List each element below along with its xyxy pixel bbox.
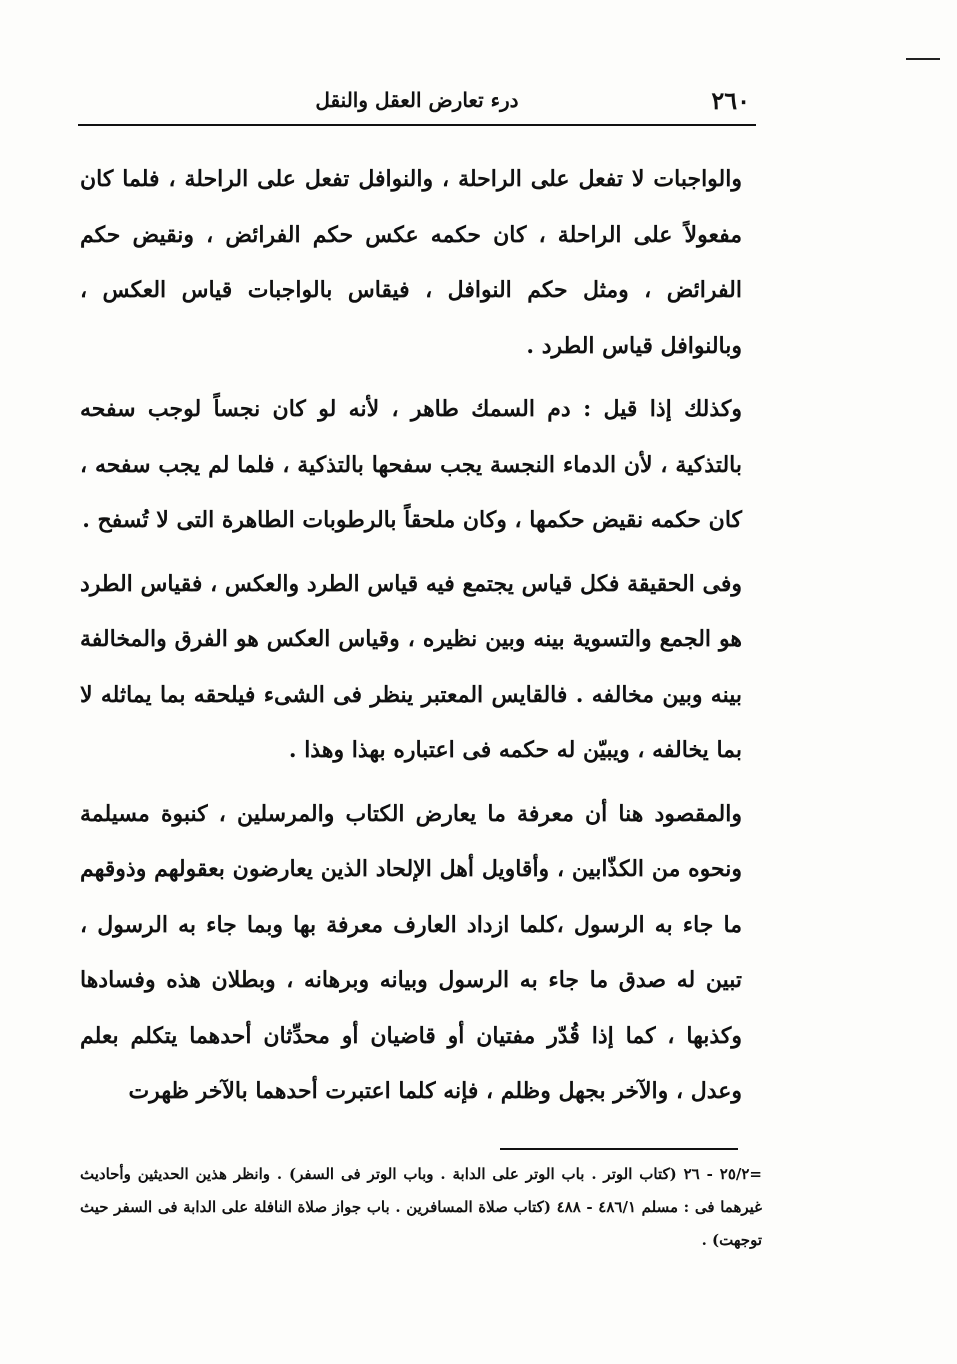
running-title: درء تعارض العقل والنقل xyxy=(315,88,519,112)
paragraph: وفى الحقيقة فكل قياس يجتمع فيه قياس الطرد والعكس ، فقياس الطرد هو الجمع والتسوية بينه وبين نظيره ، وقياس العكس هو الفرق والمخالفة بينه وبين مخالفه . فالقايس المعتبر ينظر فى الشىء فيلحقه بما يماثله لا بما يخالفه ، ويبيّن له حكمه فى اعتباره بهذا وهذا . xyxy=(80,570,742,763)
paragraph: والمقصود هنا أن معرفة ما يعارض الكتاب والمرسلين ، كنبوة مسيلمة ونحوه من الكذّابين ، وأقاويل أهل الإلحاد الذين يعارضون بعقولهم وذوقهم ما جاء به الرسول ،كلما ازداد العارف معرفة بها وبما جاء به الرسول ، تبين له صدق ما جاء به الرسول وبيانه وبرهانه ، وبطلان هذه وفسادها وكذبها ، كما إذا قُدّر مفتيان أو قاضيان أو محدِّثان أحدهما يتكلم بعلم وعدل ، والآخر بجهل وظلم ، فإنه كلما اعتبرت أحدهما بالآخر ظهرت xyxy=(80,800,742,1104)
main-text xyxy=(80,152,742,1128)
page-header xyxy=(78,82,756,124)
footnote-text: ٢٥/٢ - ٢٦ (كتاب الوتر . باب الوتر على الدابة . وباب الوتر فى السفر) . وانظر هذين الحديثين وأحاديث غيرهما فى : مسلم ٤٨٦/١ - ٤٨٨ (كتاب صلاة المسافرين . باب جواز صلاة النافلة على الدابة فى السفر حيث توجهت) . xyxy=(80,1165,763,1249)
footnotes xyxy=(80,1158,762,1257)
footnote-marker: = xyxy=(749,1165,762,1183)
paragraph: وكذلك إذا قيل : دم السمك طاهر ، لأنه لو كان نجساً لوجب سفحه بالتذكية ، لأن الدماء النجسة يجب سفحها بالتذكية ، فلما لم يجب سفحه ، كان حكمه نقيض حكمها ، وكان ملحقاً بالرطوبات الطاهرة التى لا تُسفح . xyxy=(80,396,742,533)
page-number: ٢٦٠ xyxy=(711,86,750,115)
header-rule xyxy=(78,124,756,126)
paragraph: والواجبات لا تفعل على الراحلة ، والنوافل تفعل على الراحلة ، فلما كان مفعولاً على الراحلة ، كان حكمه عكس حكم الفرائض ، ونقيض حكم الفرائض ، ومثل حكم النوافل ، فيقاس بالواجبات قياس العكس ، وبالنوافل قياس الطرد . xyxy=(80,166,742,359)
scan-mark xyxy=(906,58,940,60)
footnote-rule xyxy=(500,1148,738,1150)
